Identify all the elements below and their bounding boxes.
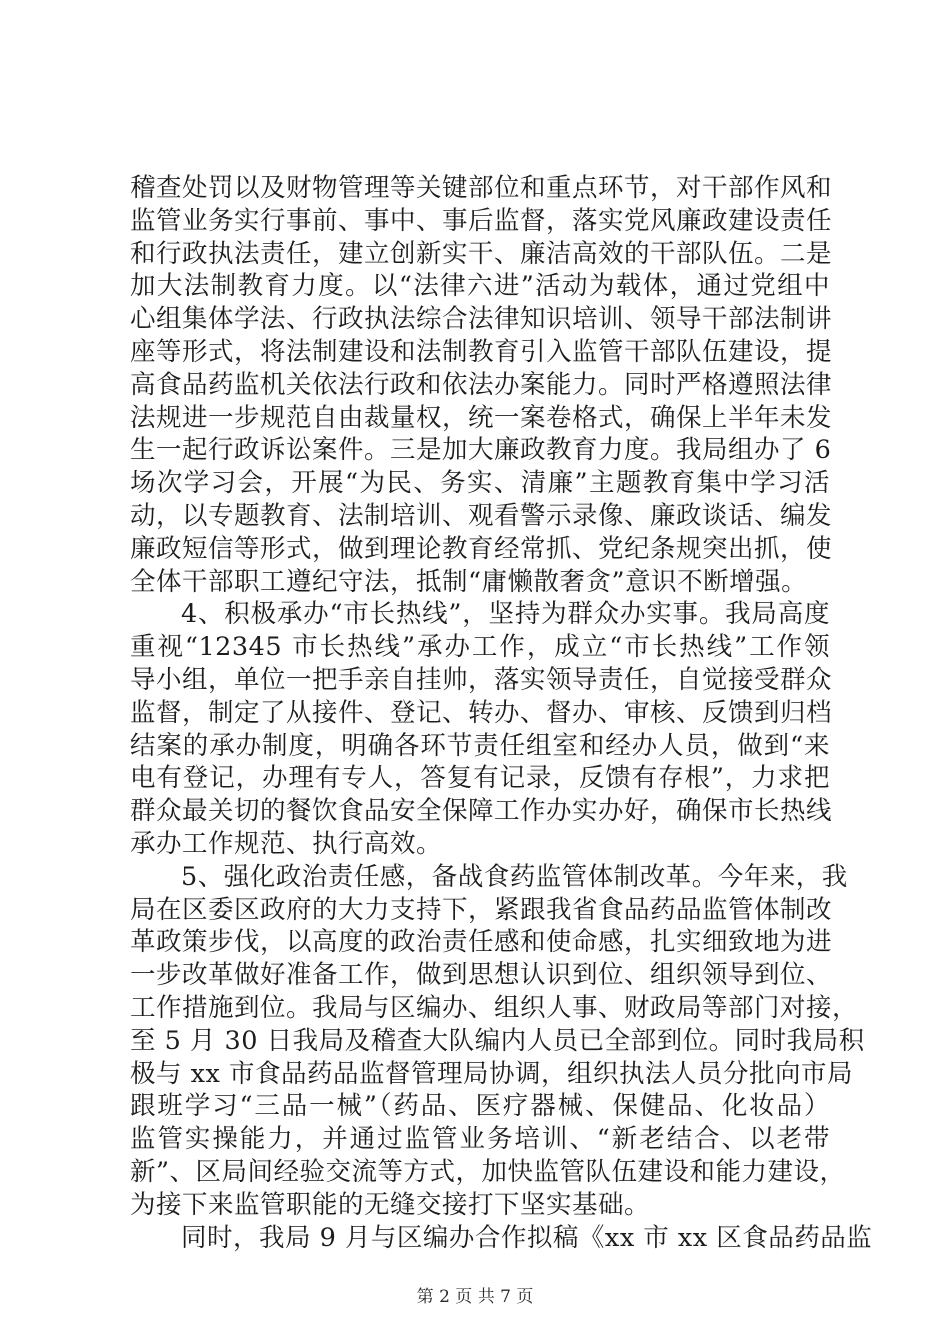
document-body	[130, 172, 873, 1254]
text-line: 高食品药监机关依法行政和依法办案能力。同时严格遵照法律	[130, 369, 833, 400]
text-line: 跟班学习“三品一械”（药品、医疗器械、保健品、化妆品）	[130, 1091, 830, 1122]
text-line: 座等形式，将法制建设和法制教育引入监管干部队伍建设，提	[130, 336, 833, 367]
text-line: 心组集体学法、行政执法综合法律知识培训、领导干部法制讲	[130, 304, 833, 335]
text-line: 全体干部职工遵纪守法，抵制“庸懒散奢贪”意识不断增强。	[130, 566, 808, 597]
text-line: 重视“12345 市长热线”承办工作，成立“市长热线”工作领	[130, 632, 830, 663]
text-line: 新”、区局间经验交流等方式，加快监管队伍建设和能力建设，	[130, 1156, 846, 1187]
text-line: 动，以专题教育、法制培训、观看警示录像、廉政谈话、编发	[130, 500, 833, 531]
text-line: 场次学习会，开展“为民、务实、清廉”主题教育集中学习活	[130, 468, 830, 499]
text-line: 群众最关切的餐饮食品安全保障工作办实办好，确保市长热线	[130, 796, 833, 827]
text-line: 廉政短信等形式，做到理论教育经常抓、党纪条规突出抓，使	[130, 533, 833, 564]
text-line: 和行政执法责任，建立创新实干、廉洁高效的干部队伍。二是	[130, 238, 833, 269]
text-line: 同时，我局 9 月与区编办合作拟稿《xx 市 xx 区食品药品监	[181, 1222, 873, 1253]
text-line: 监督，制定了从接件、登记、转办、督办、审核、反馈到归档	[130, 697, 833, 728]
text-line: 监管业务实行事前、事中、事后监督，落实党风廉政建设责任	[130, 205, 833, 236]
text-line: 5、强化政治责任感，备战食药监管体制改革。今年来，我	[181, 861, 848, 892]
text-line: 电有登记，办理有专人，答复有记录，反馈有存根”，力求把	[130, 763, 830, 794]
text-line: 监管实操能力，并通过监管业务培训、“新老结合、以老带	[130, 1124, 830, 1155]
text-line: 导小组，单位一把手亲自挂帅，落实领导责任，自觉接受群众	[130, 664, 833, 695]
text-line: 革政策步伐，以高度的政治责任感和使命感，扎实细致地为进	[130, 927, 833, 958]
text-line: 4、积极承办“市长热线”，坚持为群众办实事。我局高度	[181, 599, 830, 630]
text-line: 局在区委区政府的大力支持下，紧跟我省食品药品监管体制改	[130, 894, 833, 925]
text-line: 承办工作规范、执行高效。	[130, 828, 443, 859]
text-line: 加大法制教育力度。以“法律六进”活动为载体，通过党组中	[130, 271, 830, 302]
page-footer: 第 2 页 共 7 页	[416, 1287, 534, 1307]
text-line: 法规进一步规范自由裁量权，统一案卷格式，确保上半年未发	[130, 402, 833, 433]
text-line: 结案的承办制度，明确各环节责任组室和经办人员，做到“来	[130, 730, 830, 761]
text-line: 至 5 月 30 日我局及稽查大队编内人员已全部到位。同时我局积	[130, 1025, 865, 1056]
text-line: 生一起行政诉讼案件。三是加大廉政教育力度。我局组办了 6	[130, 435, 832, 466]
text-line: 稽查处罚以及财物管理等关键部位和重点环节，对干部作风和	[130, 173, 833, 203]
text-line: 工作措施到位。我局与区编办、组织人事、财政局等部门对接，	[130, 992, 859, 1023]
text-line: 为接下来监管职能的无缝交接打下坚实基础。	[130, 1189, 651, 1220]
text-line: 一步改革做好准备工作，做到思想认识到位、组织领导到位、	[130, 960, 833, 991]
text-line: 极与 xx 市食品药品监督管理局协调，组织执法人员分批向市局	[130, 1058, 853, 1089]
